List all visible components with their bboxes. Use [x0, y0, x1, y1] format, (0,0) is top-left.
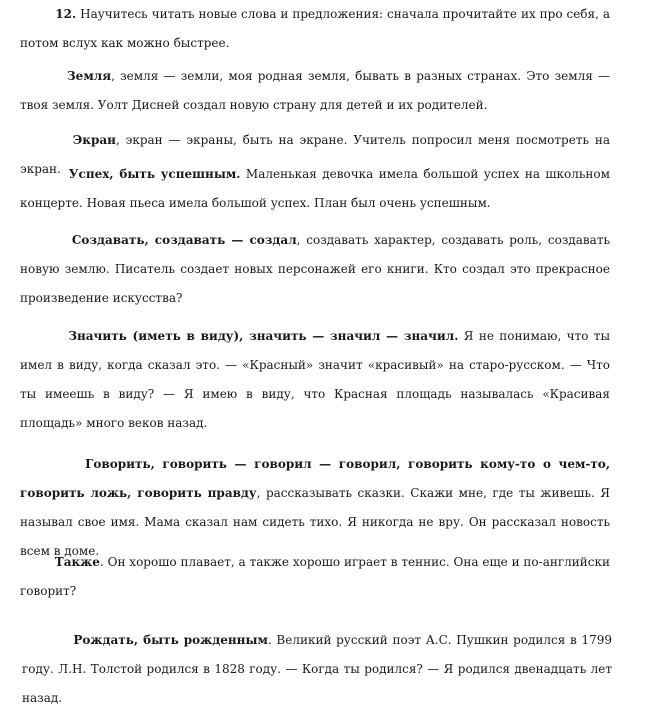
entry-takzhe [20, 548, 610, 606]
entry-text: . Он хорошо плавает, а также хорошо играет в теннис. Она еще и по-английски говорит? [20, 555, 610, 598]
entry-rozhdat [22, 626, 612, 713]
entry-headword: Земля [67, 69, 112, 83]
entry-headword: Экран [72, 133, 116, 147]
entry-headword: Также [54, 555, 100, 569]
exercise-instruction [20, 0, 610, 58]
entry-text: , экран — экраны, быть на экране. Учитель попросил меня посмотреть на экран. [20, 133, 610, 176]
exercise-number: 12. [55, 7, 77, 21]
entry-sozdavat [20, 226, 610, 313]
entry-uspekh [20, 160, 610, 218]
entry-text: , создавать характер, создавать роль, создавать новую землю. Писатель создает новых персонажей его книги. Кто создал это прекрасное произведение искусства? [20, 233, 610, 305]
entry-text: , рассказывать сказки. Скажи мне, где ты живешь. Я называл свое имя. Мама сказал нам сидеть тихо. Я никогда не вру. Он рассказал новость всем в доме. [20, 486, 610, 558]
entry-znachit [20, 322, 610, 438]
entry-text: , земля — земли, моя родная земля, бывать в разных странах. Это земля — твоя земля. Уолт Дисней создал новую страну для детей и их родителей. [20, 69, 610, 112]
entry-headword: Создавать, создавать — создал [71, 233, 297, 247]
entry-text: . Великий русский поэт А.С. Пушкин родился в 1799 году. Л.Н. Толстой родился в 1828 году. — Когда ты родился? — Я родился двенадцать лет назад. [22, 633, 612, 705]
entry-zemlya [20, 62, 610, 120]
entry-headword: Говорить, говорить — говорил — говорил, говорить кому-то о чем-то, говорить ложь, говорить правду [20, 457, 610, 500]
entry-text: Я не понимаю, что ты имел в виду, когда сказал это. — «Красный» значит «красивый» на старо-русском. — Что ты имеешь в виду? — Я имею в виду, что Красная площадь называлась «Красивая площадь» много веков назад. [20, 329, 611, 430]
instruction-text: Научитесь читать новые слова и предложения: сначала прочитайте их про себя, а потом вслух как можно быстрее. [20, 7, 610, 50]
entry-headword: Значить (иметь в виду), значить — значил — значил. [68, 329, 459, 343]
entry-headword: Рождать, быть рожденным [73, 633, 268, 647]
entry-text: Маленькая девочка имела большой успех на школьном концерте. Новая пьеса имела большой успех. План был очень успешным. [20, 167, 610, 210]
entry-headword: Успех, быть успешным. [68, 167, 241, 181]
